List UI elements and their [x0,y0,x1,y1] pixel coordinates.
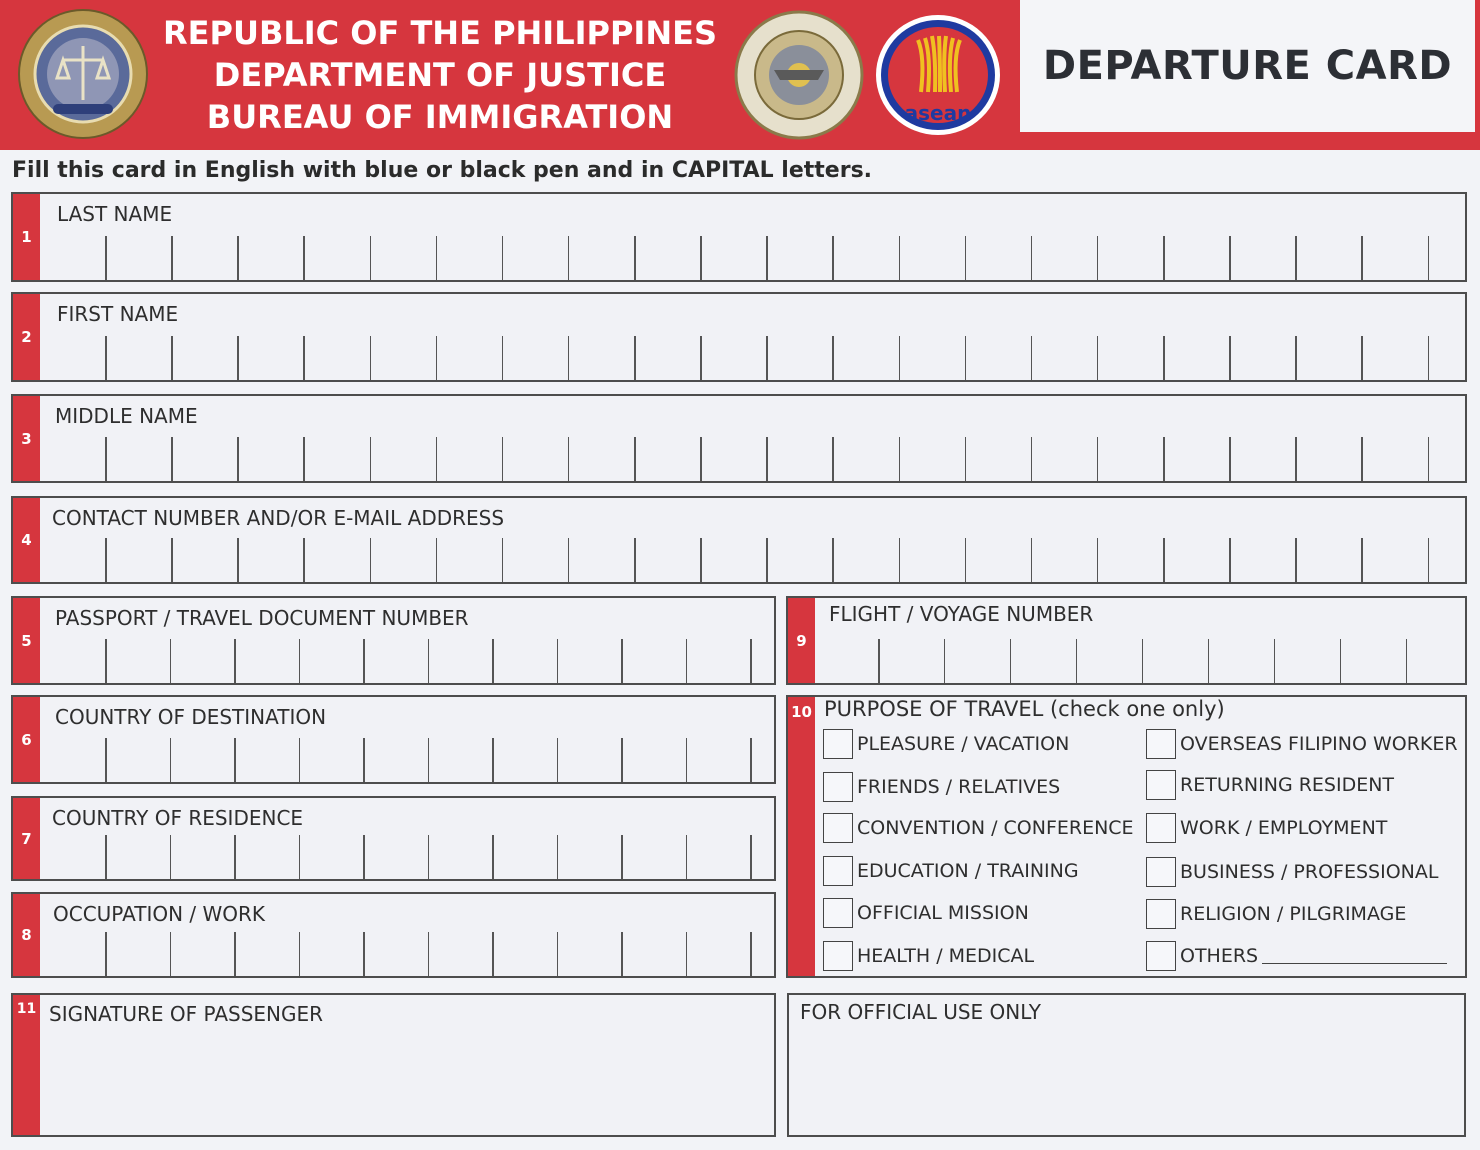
field-label: FIRST NAME [57,302,179,326]
option-label: RELIGION / PILGRIMAGE [1180,903,1407,925]
letter-boxes [878,639,1407,683]
field-label: FLIGHT / VOYAGE NUMBER [829,602,1094,626]
field-label: COUNTRY OF DESTINATION [55,705,327,729]
field-number: 1 [13,194,40,280]
purpose-option[interactable] [1146,729,1458,759]
option-label: BUSINESS / PROFESSIONAL [1180,861,1439,883]
option-label: RETURNING RESIDENT [1180,774,1395,796]
checkbox[interactable] [823,856,853,886]
first-name-field[interactable] [11,292,1467,382]
checkbox[interactable] [1146,770,1176,800]
doj-seal-icon [17,8,149,140]
field-number: 8 [13,894,40,976]
field-label: MIDDLE NAME [55,404,198,428]
purpose-option[interactable] [1146,899,1406,929]
field-label: FOR OFFICIAL USE ONLY [800,1000,1041,1024]
flight-number-field[interactable] [786,596,1467,685]
field-number: 4 [13,498,40,582]
letter-boxes [105,236,1429,280]
option-label: HEALTH / MEDICAL [857,945,1035,967]
option-label: OVERSEAS FILIPINO WORKER [1180,733,1458,755]
checkbox[interactable] [823,729,853,759]
field-label: COUNTRY OF RESIDENCE [52,806,304,830]
official-use-box [787,993,1466,1137]
checkbox[interactable] [823,813,853,843]
checkbox[interactable] [823,898,853,928]
card-title-box [1020,0,1475,132]
last-name-field[interactable] [11,192,1467,282]
field-number: 7 [13,798,40,879]
letter-boxes [105,932,752,976]
option-label: FRIENDS / RELATIVES [857,776,1061,798]
field-label: CONTACT NUMBER AND/OR E-MAIL ADDRESS [52,506,505,530]
agency-line-1: REPUBLIC OF THE PHILIPPINES [163,14,717,52]
checkbox[interactable] [1146,729,1176,759]
passport-number-field[interactable] [11,596,776,685]
purpose-option[interactable] [823,729,1069,759]
asean-logo-icon [873,12,1003,138]
field-number: 10 [788,697,815,976]
checkbox[interactable] [1146,813,1176,843]
agency-line-3: BUREAU OF IMMIGRATION [206,98,674,136]
purpose-option[interactable] [1146,770,1394,800]
field-number: 5 [13,598,40,683]
letter-boxes [105,738,752,782]
field-number: 3 [13,396,40,481]
checkbox[interactable] [823,941,853,971]
purpose-option[interactable] [1146,941,1447,971]
field-number: 6 [13,697,40,782]
letter-boxes [105,538,1429,582]
checkbox[interactable] [1146,857,1176,887]
letter-boxes [105,437,1429,481]
card-title: DEPARTURE CARD [1042,43,1453,89]
letter-boxes [105,835,752,879]
field-label: OCCUPATION / WORK [53,902,266,926]
occupation-field[interactable] [11,892,776,978]
letter-boxes [105,639,752,683]
field-number: 11 [13,995,40,1135]
purpose-of-travel-field [786,695,1467,978]
middle-name-field[interactable] [11,394,1467,483]
purpose-option[interactable] [823,856,1079,886]
svg-text:asean: asean [904,101,972,125]
purpose-option[interactable] [1146,857,1438,887]
field-label: SIGNATURE OF PASSENGER [49,1002,324,1026]
field-number: 9 [788,598,815,683]
purpose-option[interactable] [823,898,1029,928]
letter-boxes [105,336,1429,380]
agency-name [160,12,720,138]
purpose-option[interactable] [823,772,1060,802]
residence-country-field[interactable] [11,796,776,881]
option-label: OFFICIAL MISSION [857,902,1029,924]
bi-seal-icon [734,10,864,140]
option-label: PLEASURE / VACATION [857,733,1070,755]
purpose-option[interactable] [823,813,1134,843]
option-label: WORK / EMPLOYMENT [1180,817,1388,839]
option-label: OTHERS [1180,945,1259,967]
purpose-option[interactable] [1146,813,1387,843]
signature-field[interactable] [11,993,776,1137]
field-label: LAST NAME [57,202,173,226]
contact-field[interactable] [11,496,1467,584]
checkbox[interactable] [1146,899,1176,929]
others-write-in-line[interactable] [1262,948,1447,964]
option-label: CONVENTION / CONFERENCE [857,817,1134,839]
agency-line-2: DEPARTMENT OF JUSTICE [213,56,667,94]
field-number: 2 [13,294,40,380]
purpose-option[interactable] [823,941,1034,971]
field-label: PURPOSE OF TRAVEL (check one only) [824,697,1225,721]
instruction-text: Fill this card in English with blue or black pen and in CAPITAL letters. [12,158,873,183]
destination-country-field[interactable] [11,695,776,784]
checkbox[interactable] [823,772,853,802]
field-label: PASSPORT / TRAVEL DOCUMENT NUMBER [55,606,469,630]
checkbox[interactable] [1146,941,1176,971]
option-label: EDUCATION / TRAINING [857,860,1079,882]
